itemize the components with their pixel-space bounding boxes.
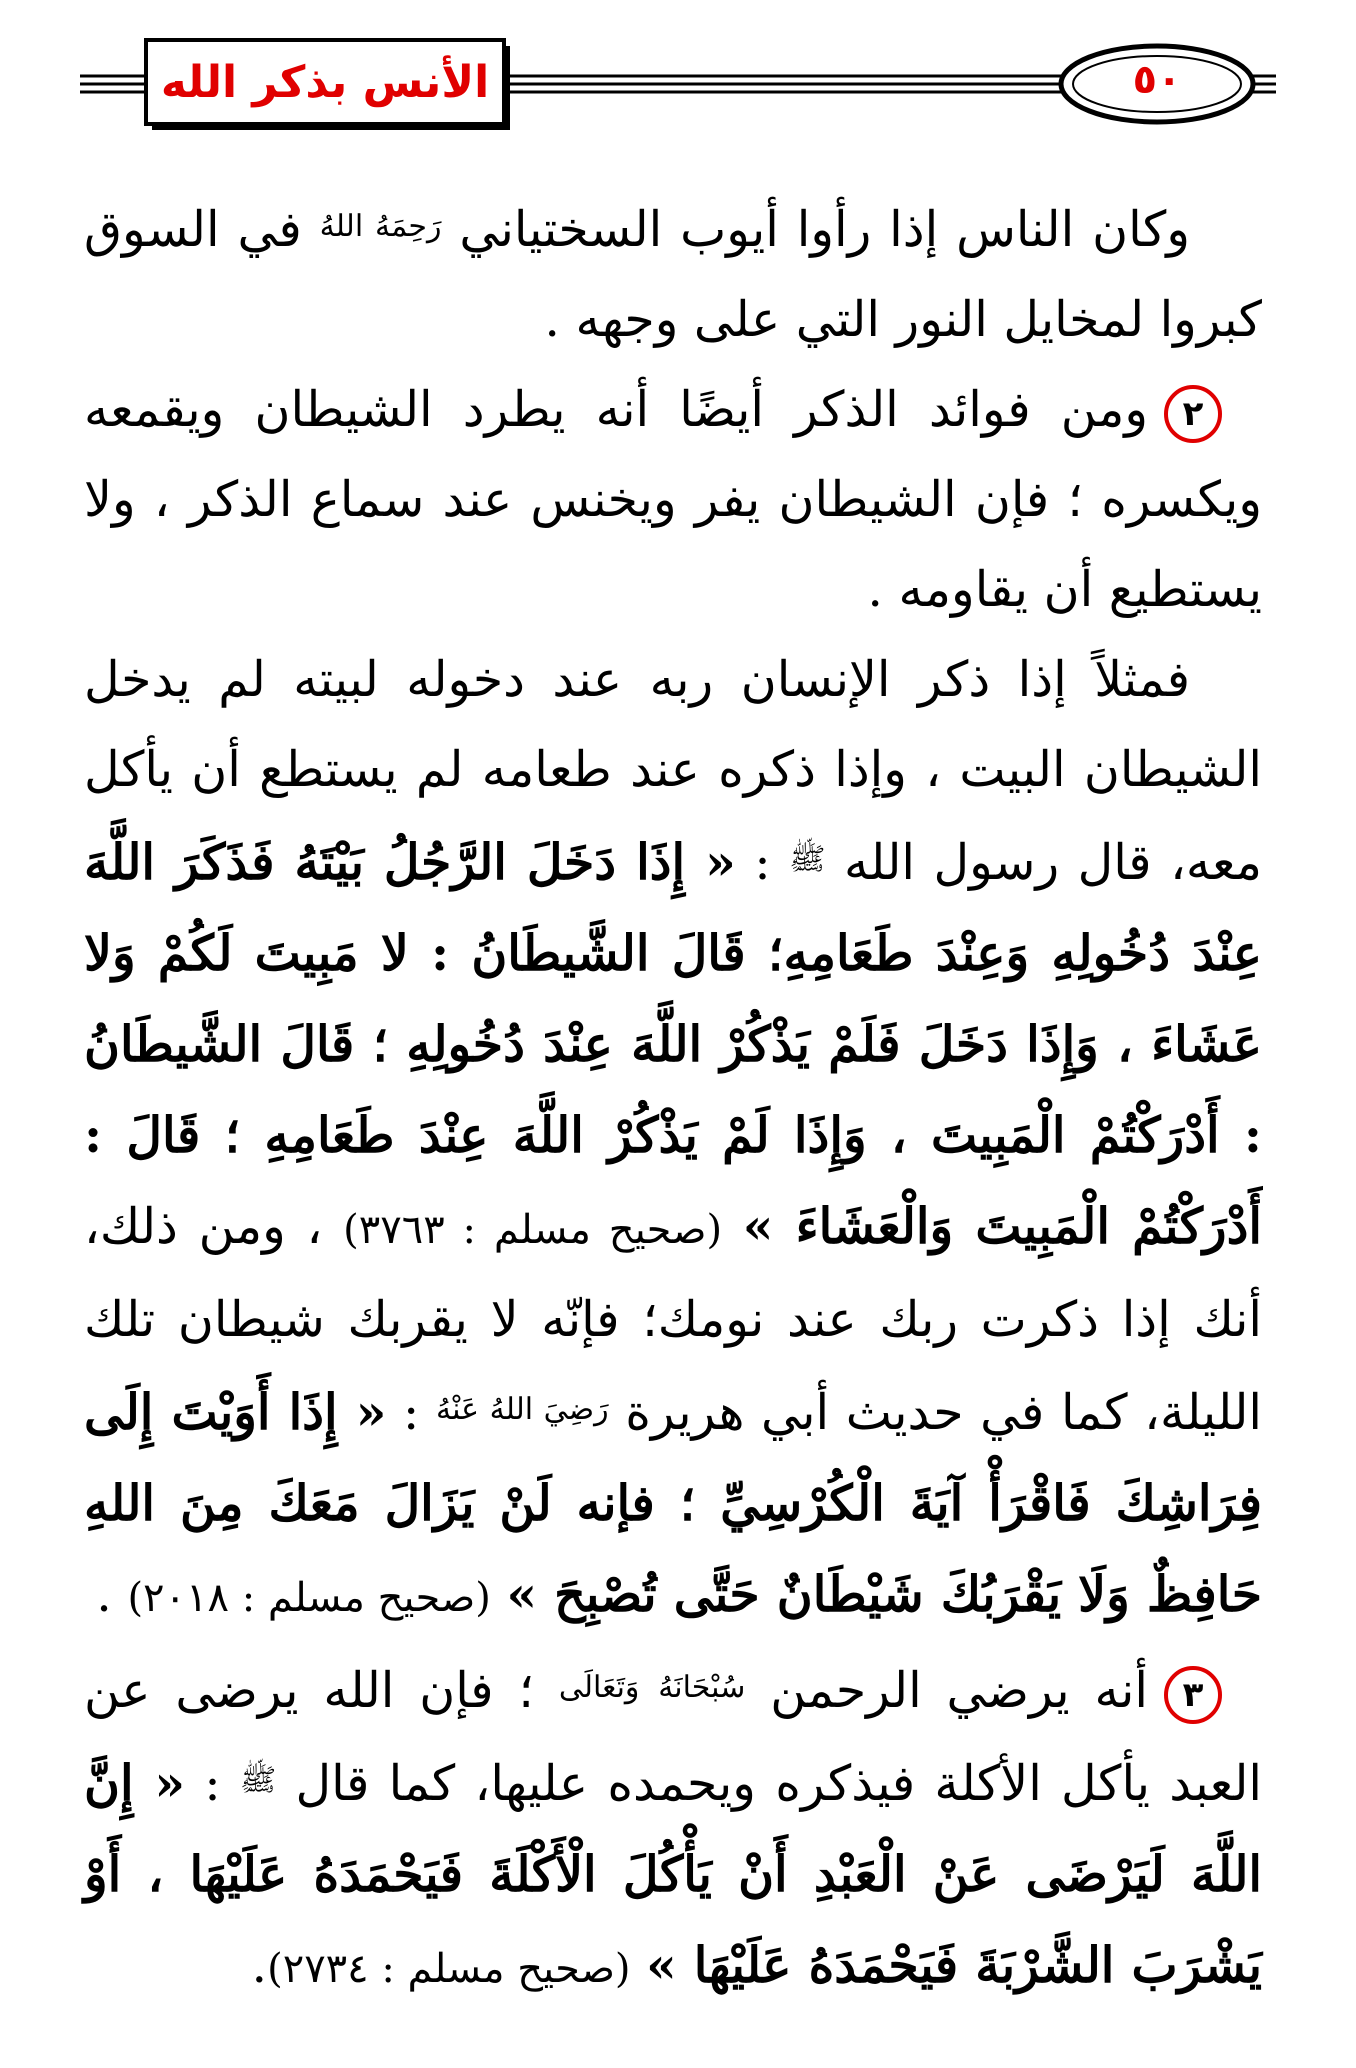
text-run: : xyxy=(754,834,771,891)
honorific: رَحِمَهُ اللهُ xyxy=(319,209,442,244)
text-run: فمثلاً إذا ذكر الإنسان ربه عند دخوله لبيته لم يدخل الشيطان البيت ، وإذا ذكره عند طعامه لم يستطع أن يأكل معه، قال رسول الله xyxy=(84,651,1263,891)
page-number: ٥٠ xyxy=(1132,57,1182,103)
page-number-badge xyxy=(1062,44,1252,116)
page-content xyxy=(84,182,1262,2014)
honorific: سُبْحَانَهُ وَتَعَالَى xyxy=(558,1670,746,1705)
text-run: . xyxy=(251,1937,268,1994)
text-run: ؛ فإن الله يرضى عن العبد يأكل الأكلة فيذكره ويحمده عليها، كما قال xyxy=(84,1662,1262,1812)
honorific: رَضِيَ اللهُ عَنْهُ xyxy=(436,1392,609,1427)
paragraph-3 xyxy=(84,635,1262,1643)
text-run: أنه يرضي الرحمن xyxy=(770,1662,1149,1719)
text-run: . xyxy=(96,1566,112,1623)
hadith-quote: « إِذَا دَخَلَ الرَّجُلُ بَيْتَهُ فَذَكَرَ اللَّهَ عِنْدَ دُخُولِهِ وَعِنْدَ طَعَامِهِ؛ قَالَ الشَّيطَانُ : لا مَبِيتَ لَكُمْ وَلا عَشَاءَ ، وَإِذَا دَخَلَ فَلَمْ يَذْكُرْ اللَّهَ عِنْدَ دُخُولِهِ ؛ قَالَ الشَّيطَانُ : أَدْرَكْتُمْ الْمَبِيتَ ، وَإِذَا لَمْ يَذْكُرْ اللَّهَ عِنْدَ طَعَامِهِ ؛ قَالَ : أَدْرَكْتُمْ الْمَبِيتَ وَالْعَشَاءَ » xyxy=(84,833,1263,1255)
text-run: : xyxy=(402,1384,420,1441)
text-run: في السوق كبروا لمخايل النور التي على وجهه . xyxy=(84,201,1262,348)
page-header xyxy=(80,36,1276,136)
book-title: الأنس بذكر الله xyxy=(160,56,490,108)
paragraph-4 xyxy=(84,1643,1262,2014)
text-run: ، ومن ذلك، أنك إذا ذكرت ربك عند نومك؛ فإنّه لا يقربك شيطان تلك الليلة، كما في حديث أبي هريرة xyxy=(84,1198,1262,1441)
text-run: ومن فوائد الذكر أيضًا أنه يطرد الشيطان ويقمعه ويكسره ؛ فإن الشيطان يفر ويخنس عند سماع الذكر ، ولا يستطيع أن يقاومه . xyxy=(84,381,1262,618)
point-number-3: ٣ xyxy=(1164,1666,1222,1724)
hadith-citation: (صحيح مسلم : ٣٧٦٣) xyxy=(343,1207,723,1253)
paragraph-2 xyxy=(84,365,1262,635)
point-number-2: ٢ xyxy=(1164,385,1222,443)
paragraph-1 xyxy=(84,182,1262,365)
text-run: : xyxy=(204,1755,221,1812)
honorific: ﷺ xyxy=(789,842,826,877)
text-run: وكان الناس إذا رأوا أيوب السختياني xyxy=(459,201,1190,258)
hadith-citation: (صحيح مسلم : ٢٧٣٤) xyxy=(267,1946,631,1992)
hadith-citation: (صحيح مسلم : ٢٠١٨) xyxy=(127,1575,491,1621)
honorific: ﷺ xyxy=(239,1763,277,1798)
hadith-quote: « إِذَا أَوَيْتَ إِلَى فِرَاشِكَ فَاقْرَأْ آيَةَ الْكُرْسِيِّ ؛ فإنه لَنْ يَزَالَ مَعَكَ مِنَ اللهِ حَافِظٌ وَلَا يَقْرَبُكَ شَيْطَانٌ حَتَّى تُصْبِحَ » xyxy=(84,1383,1262,1623)
book-title-box xyxy=(146,40,504,124)
hadith-quote: « إِنَّ اللَّهَ لَيَرْضَى عَنْ الْعَبْدِ أَنْ يَأْكُلَ الْأَكْلَةَ فَيَحْمَدَهُ عَلَيْهَا ، أَوْ يَشْرَبَ الشَّرْبَةَ فَيَحْمَدَهُ عَلَيْهَا » xyxy=(84,1754,1262,1994)
